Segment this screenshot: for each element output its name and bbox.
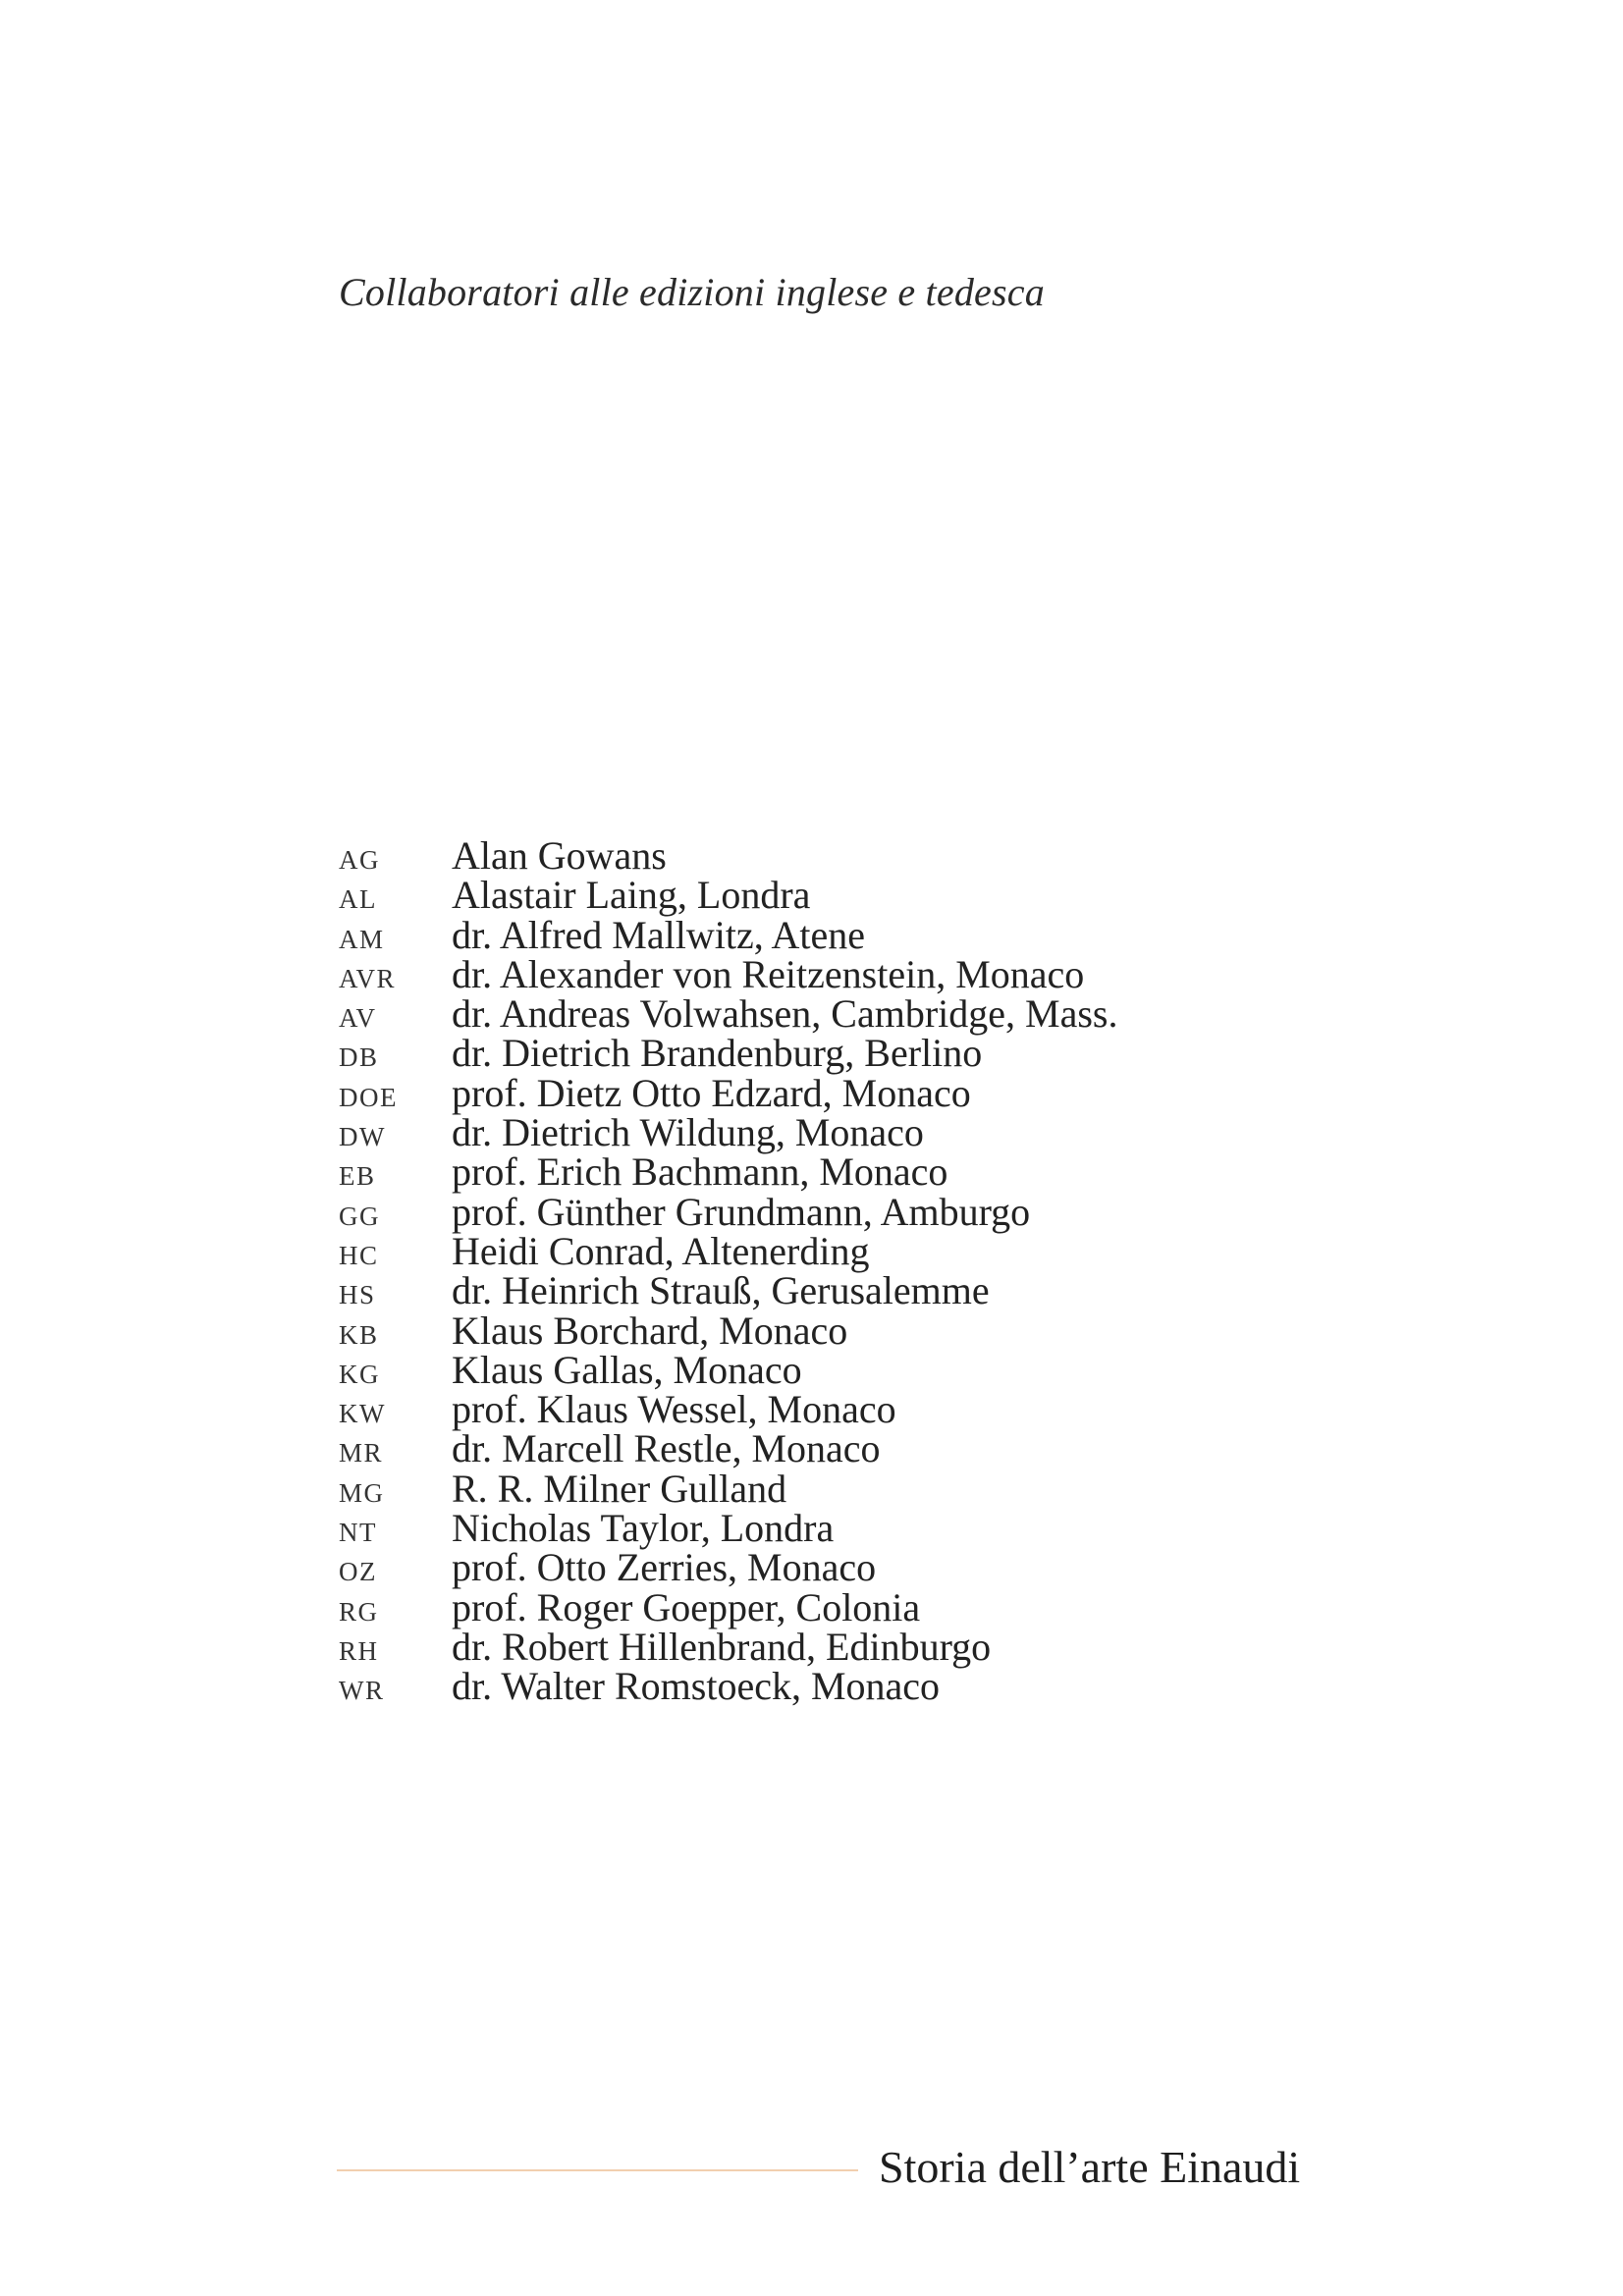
contributor-name: dr. Robert Hillenbrand, Edinburgo bbox=[452, 1624, 992, 1669]
contributor-initials: AVR bbox=[339, 963, 397, 993]
contributor-row bbox=[339, 990, 1118, 1037]
contributor-name: Alan Gowans bbox=[452, 833, 667, 878]
contributor-name: Klaus Gallas, Monaco bbox=[452, 1347, 802, 1392]
footer-title: Storia dell’arte Einaudi bbox=[879, 2142, 1301, 2192]
contributor-initials: OZ bbox=[339, 1557, 377, 1587]
contributor-name: prof. Roger Goepper, Colonia bbox=[452, 1584, 921, 1629]
contributor-initials: WR bbox=[339, 1676, 385, 1706]
contributor-name: Alastair Laing, Londra bbox=[452, 873, 811, 918]
contributor-initials: HS bbox=[339, 1280, 376, 1310]
contributor-row bbox=[339, 832, 1117, 878]
contributors-list bbox=[339, 832, 1118, 1709]
contributor-name: dr. Alfred Mallwitz, Atene bbox=[452, 912, 866, 957]
contributor-name: Nicholas Taylor, Londra bbox=[452, 1506, 835, 1551]
footer-rule bbox=[337, 2169, 858, 2171]
contributor-initials: MR bbox=[339, 1438, 384, 1468]
contributor-initials: AM bbox=[339, 924, 385, 954]
contributor-row bbox=[339, 1386, 1117, 1432]
contributor-name: dr. Andreas Volwahsen, Cambridge, Mass. bbox=[452, 991, 1118, 1037]
contributor-row bbox=[339, 1505, 1117, 1551]
contributor-initials: GG bbox=[339, 1201, 380, 1231]
contributor-name: dr. Heinrich Strauß, Gerusalemme bbox=[452, 1268, 990, 1313]
contributor-row bbox=[339, 1308, 1117, 1353]
contributor-name: dr. Marcell Restle, Monaco bbox=[452, 1426, 881, 1471]
contributor-initials: EB bbox=[339, 1161, 376, 1192]
contributor-initials: AV bbox=[339, 1003, 377, 1034]
contributor-initials: AG bbox=[339, 845, 380, 875]
contributor-initials: DB bbox=[339, 1042, 379, 1073]
contributor-initials: KW bbox=[339, 1399, 386, 1429]
contributor-initials: DW bbox=[339, 1122, 386, 1152]
contributor-row bbox=[339, 912, 1117, 957]
contributor-initials: RH bbox=[339, 1635, 379, 1666]
contributor-name: prof. Klaus Wessel, Monaco bbox=[452, 1387, 896, 1432]
contributor-row bbox=[339, 1189, 1117, 1234]
contributor-row bbox=[339, 1663, 1117, 1709]
contributor-row bbox=[339, 1267, 1117, 1313]
page-heading: Collaboratori alle edizioni inglese e tedesca bbox=[339, 270, 1045, 314]
contributor-name: dr. Dietrich Wildung, Monaco bbox=[452, 1110, 924, 1155]
contributor-name: dr. Alexander von Reitzenstein, Monaco bbox=[452, 951, 1085, 996]
contributor-initials: HC bbox=[339, 1240, 379, 1270]
contributor-initials: NT bbox=[339, 1518, 377, 1548]
contributor-name: prof. Günther Grundmann, Amburgo bbox=[452, 1189, 1031, 1234]
contributor-row bbox=[339, 1148, 1117, 1195]
contributor-initials: RG bbox=[339, 1596, 379, 1627]
contributor-name: R. R. Milner Gulland bbox=[452, 1466, 787, 1511]
contributor-name: Heidi Conrad, Altenerding bbox=[452, 1228, 870, 1273]
contributor-row bbox=[339, 1584, 1117, 1629]
contributor-name: prof. Erich Bachmann, Monaco bbox=[452, 1149, 948, 1195]
contributor-name: prof. Otto Zerries, Monaco bbox=[452, 1545, 877, 1590]
contributor-name: Klaus Borchard, Monaco bbox=[452, 1308, 848, 1353]
contributor-row bbox=[339, 1070, 1117, 1115]
contributor-name: dr. Dietrich Brandenburg, Berlino bbox=[452, 1031, 983, 1076]
contributor-initials: MG bbox=[339, 1477, 385, 1508]
contributor-initials: AL bbox=[339, 884, 377, 915]
contributor-row bbox=[339, 1109, 1117, 1155]
contributor-row bbox=[339, 1544, 1117, 1590]
contributor-row bbox=[339, 1347, 1117, 1392]
contributor-initials: DOE bbox=[339, 1082, 398, 1112]
contributor-row bbox=[339, 1624, 1117, 1669]
contributor-row bbox=[339, 951, 1117, 996]
contributor-row bbox=[339, 872, 1117, 918]
contributor-initials: KB bbox=[339, 1319, 379, 1350]
contributor-initials: KG bbox=[339, 1359, 380, 1389]
contributor-name: dr. Walter Romstoeck, Monaco bbox=[452, 1664, 941, 1709]
contributor-row bbox=[339, 1425, 1117, 1471]
contributor-name: prof. Dietz Otto Edzard, Monaco bbox=[452, 1070, 971, 1115]
contributor-row bbox=[339, 1466, 1117, 1511]
